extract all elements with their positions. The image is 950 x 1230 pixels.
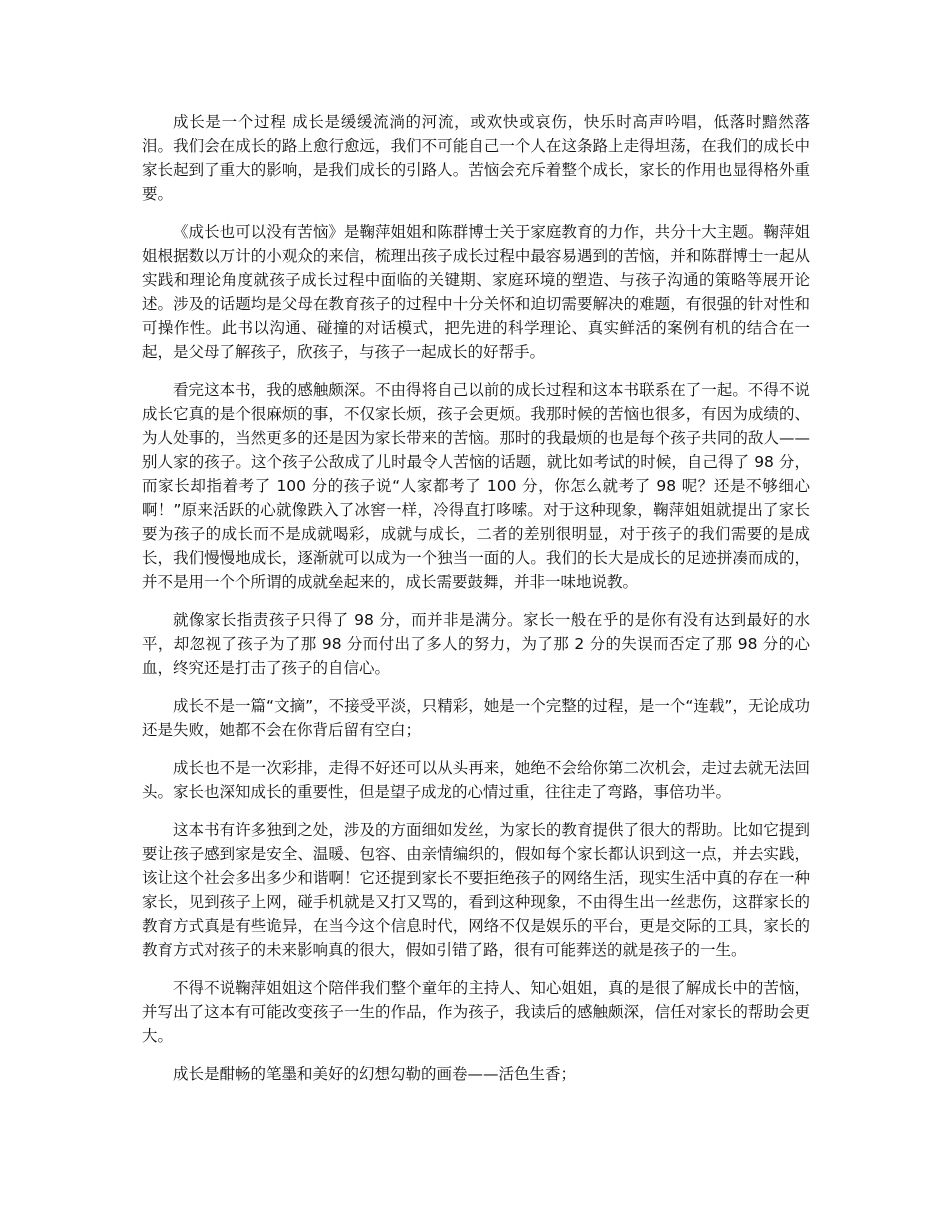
paragraph-growth-not-digest: 成长不是一篇“文摘”，不接受平淡，只精彩，她是一个完整的过程，是一个“连载”，无论成功还是失败，她都不会在你背后留有空白；: [142, 697, 810, 739]
paragraph-closing: 成长是酣畅的笔墨和美好的幻想勾勒的画卷——活色生香；: [173, 1065, 577, 1083]
document-body: [142, 110, 810, 1100]
paragraph-reading-reflection: 看完这本书，我的感触颇深。不由得将自己以前的成长过程和这本书联系在了一起。不得不说成长它真的是个很麻烦的事，不仅家长烦，孩子会更烦。我那时候的苦恼也很多，有因为成绩的、为人处事的，当然更多的还是因为家长带来的苦恼。那时的我最烦的也是每个孩子共同的敌人——别人家的孩子。这个孩子公敌成了儿时最令人苦恼的话题，就比如考试的时候，自己得了 98 分，而家长却指着考了 100 分的孩子说“人家都考了 100 分，你怎么就考了 98 呢？还是不够细心啊！”原来活跃的心就像跌入了冰窖一样，冷得直打哆嗦。对于这种现象，鞠萍姐姐就提出了家长要为孩子的成长而不是成就喝彩，成就与成长，二者的差别很明显，对于孩子的我们需要的是成长，我们慢慢地成长，逐渐就可以成为一个独当一面的人。我们的长大是成长的足迹拼凑而成的，并不是用一个个所谓的成就垒起来的，成长需要鼓舞，并非一味地说教。: [142, 381, 810, 591]
paragraph-growth-not-rehearsal: 成长也不是一次彩排，走得不好还可以从头再来，她绝不会给你第二次机会，走过去就无法回头。家长也深知成长的重要性，但是望子成龙的心情过重，往往走了弯路，事倍功半。: [142, 759, 810, 801]
paragraph-book-introduction: 《成长也可以没有苦恼》是鞠萍姐姐和陈群博士关于家庭教育的力作，共分十大主题。鞠萍姐姐根据数以万计的小观众的来信，梳理出孩子成长过程中最容易遇到的苦恼，并和陈群博士一起从实践和理论角度就孩子成长过程中面临的关键期、家庭环境的塑造、与孩子沟通的策略等展开论述。涉及的话题均是父母在教育孩子的过程中十分关怀和迫切需要解决的难题，有很强的针对性和可操作性。此书以沟通、碰撞的对话模式，把先进的科学理论、真实鲜活的案例有机的结合在一起，是父母了解孩子，欣孩子，与孩子一起成长的好帮手。: [142, 223, 810, 361]
paragraph-intro: 成长是一个过程 成长是缓缓流淌的河流，或欢快或哀伤，快乐时高声吟唱，低落时黯然落泪。我们会在成长的路上愈行愈远，我们不可能自己一个人在这条路上走得坦荡，在我们的成长中家长起到了重大的影响，是我们成长的引路人。苦恼会充斥着整个成长，家长的作用也显得格外重要。: [142, 113, 810, 203]
paragraph-score-example: 就像家长指责孩子只得了 98 分，而并非是满分。家长一般在乎的是你有没有达到最好的水平，却忽视了孩子为了那 98 分而付出了多人的努力，为了那 2 分的失误而否定了那 98 分的心血，终究还是打击了孩子的自信心。: [142, 611, 810, 677]
paragraph-praise-author: 不得不说鞠萍姐姐这个陪伴我们整个童年的主持人、知心姐姐，真的是很了解成长中的苦恼，并写出了这本有可能改变孩子一生的作品，作为孩子，我读后的感触颇深，信任对家长的帮助会更大。: [142, 979, 810, 1045]
paragraph-book-merits: 这本书有许多独到之处，涉及的方面细如发丝，为家长的教育提供了很大的帮助。比如它提到要让孩子感到家是安全、温暖、包容、由亲情编织的，假如每个家长都认识到这一点，并去实践，该让这个社会多出多少和谐啊！它还提到家长不要拒绝孩子的网络生活，现实生活中真的存在一种家长，见到孩子上网，碰手机就是又打又骂的，看到这种现象，不由得生出一丝悲伤，这群家长的教育方式真是有些诡异，在当今这个信息时代，网络不仅是娱乐的平台，更是交际的工具，家长的教育方式对孩子的未来影响真的很大，假如引错了路，很有可能葬送的就是孩子的一生。: [142, 821, 810, 959]
